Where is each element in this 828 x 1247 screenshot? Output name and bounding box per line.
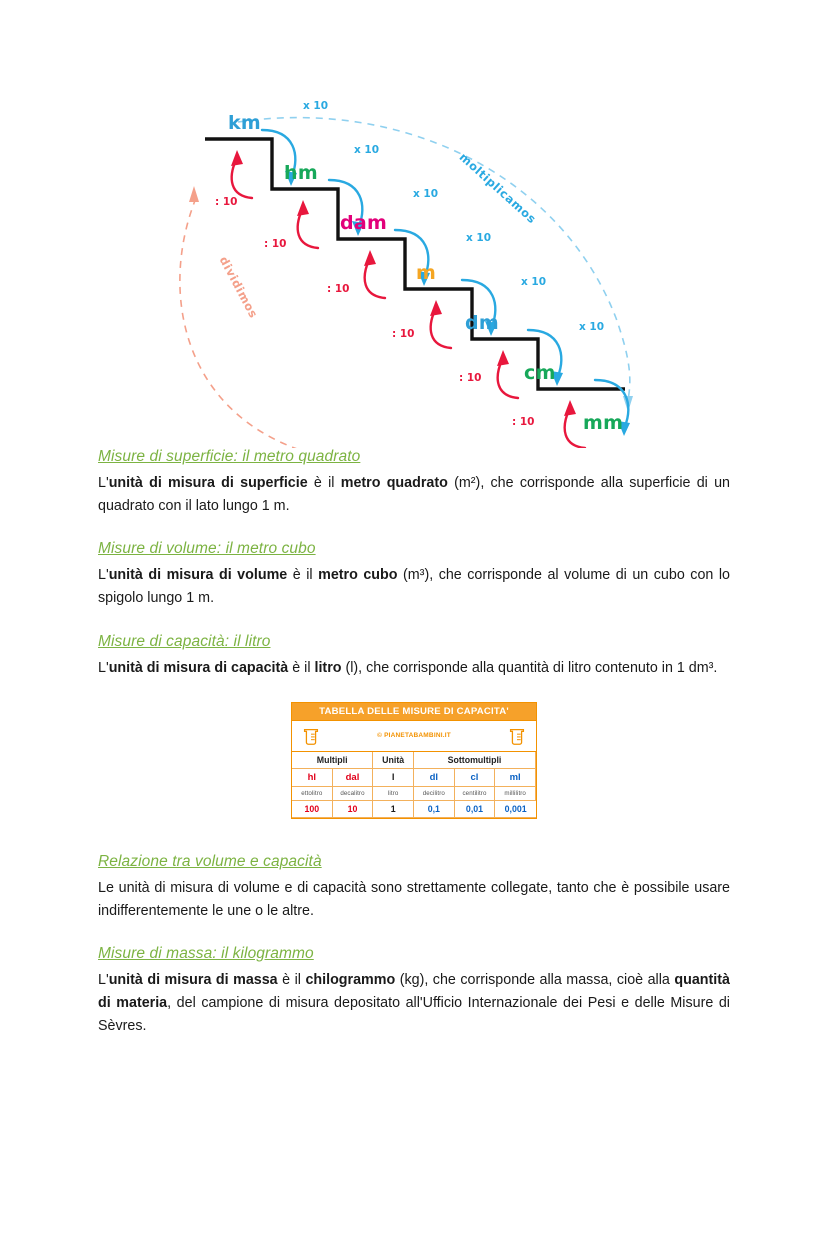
capacity-value-hl: 100 (292, 801, 333, 818)
measurement-staircase-diagram (0, 78, 828, 448)
staircase-svg (0, 78, 828, 448)
document-page (0, 78, 828, 1247)
capacity-value-dl: 0,1 (414, 801, 455, 818)
multiply-label-6: x 10 (579, 321, 605, 333)
section-capacita (98, 633, 730, 680)
section-heading-superficie: Misure di superficie: il metro quadrato (98, 448, 361, 465)
section-paragraph-superficie: L'unità di misura di superficie è il metro quadrato (m²), che corrisponde alla superficie di un quadrato con il lato lungo 1 m. (98, 475, 731, 515)
step-label-km: km (228, 112, 262, 134)
capacity-symbol-dal: dal (333, 769, 374, 787)
capacity-table-figure (98, 702, 730, 819)
capacity-table (291, 702, 537, 819)
step-label-dam: dam (340, 212, 388, 234)
capacity-symbol-hl: hl (292, 769, 333, 787)
capacity-table-grid (292, 752, 536, 818)
document-content (0, 448, 828, 1039)
capacity-group-unita: Unità (373, 752, 414, 769)
beaker-icon (506, 725, 528, 747)
divide-label-6: : 10 (512, 416, 535, 428)
multiply-label-4: x 10 (466, 232, 492, 244)
section-paragraph-capacita: L'unità di misura di capacità è il litro (l), che corrisponde alla quantità di litro contenuto in 1 dm³. (98, 659, 718, 676)
divide-arc-label: dividimos (216, 254, 261, 321)
divide-label-5: : 10 (459, 372, 482, 384)
capacity-table-title: TABELLA DELLE MISURE DI CAPACITA' (292, 703, 536, 721)
section-relazione (98, 853, 730, 923)
step-label-mm: mm (583, 412, 624, 434)
section-heading-relazione: Relazione tra volume e capacità (98, 852, 322, 870)
divide-label-3: : 10 (327, 283, 350, 295)
capacity-name-litro: litro (373, 787, 414, 801)
step-label-dm: dm (465, 312, 499, 334)
section-massa (98, 945, 730, 1038)
multiply-label-2: x 10 (354, 144, 380, 156)
divide-label-2: : 10 (264, 238, 287, 250)
section-paragraph-massa: L'unità di misura di massa è il chilogrammo (kg), che corrisponde alla massa, cioè alla quantità di materia, del campione di misura depositato all'Ufficio Internazionale dei Pesi e delle Misure di Sèvres. (98, 972, 730, 1035)
multiply-label-1: x 10 (303, 100, 329, 112)
divide-arc (180, 198, 584, 448)
step-label-m: m (416, 262, 437, 284)
capacity-name-millilitro: millilitro (495, 787, 536, 801)
capacity-value-dal: 10 (333, 801, 374, 818)
capacity-symbol-cl: cl (455, 769, 496, 787)
section-volume (98, 540, 730, 610)
capacity-name-ettolitro: ettolitro (292, 787, 333, 801)
staircase-path (205, 139, 625, 389)
divide-label-1: : 10 (215, 196, 238, 208)
capacity-symbol-ml: ml (495, 769, 536, 787)
capacity-table-watermark: © PIANETABAMBINI.IT (377, 732, 451, 740)
multiply-arc-label: moltiplicamos (456, 150, 540, 227)
capacity-group-sottomultipli: Sottomultipli (414, 752, 536, 769)
capacity-table-logo-row (292, 721, 536, 752)
multiply-arc (238, 118, 630, 400)
beaker-icon (300, 725, 322, 747)
section-paragraph-relazione: Le unità di misura di volume e di capacità sono strettamente collegate, tanto che è possibile usare indifferentemente le une o le altre. (98, 879, 730, 919)
divide-label-4: : 10 (392, 328, 415, 340)
section-superficie (98, 448, 730, 518)
multiply-label-3: x 10 (413, 188, 439, 200)
section-heading-volume: Misure di volume: il metro cubo (98, 540, 316, 558)
divide-arrows (232, 160, 585, 448)
capacity-value-cl: 0,01 (455, 801, 496, 818)
capacity-name-decilitro: decilitro (414, 787, 455, 801)
multiply-label-5: x 10 (521, 276, 547, 288)
section-heading-massa: Misure di massa: il kilogrammo (98, 945, 314, 963)
step-label-hm: hm (284, 162, 318, 184)
capacity-group-multipli: Multipli (292, 752, 373, 769)
step-label-cm: cm (524, 362, 556, 384)
capacity-symbol-l: l (373, 769, 414, 787)
capacity-value-l: 1 (373, 801, 414, 818)
capacity-symbol-dl: dl (414, 769, 455, 787)
capacity-name-centilitro: centilitro (455, 787, 496, 801)
divide-arc-arrowhead (189, 186, 199, 202)
capacity-value-ml: 0,001 (495, 801, 536, 818)
section-heading-capacita: Misure di capacità: il litro (98, 632, 271, 650)
section-paragraph-volume: L'unità di misura di volume è il metro cubo (m³), che corrisponde al volume di un cubo con lo spigolo lungo 1 m. (98, 567, 730, 607)
capacity-name-decalitro: decalitro (333, 787, 374, 801)
